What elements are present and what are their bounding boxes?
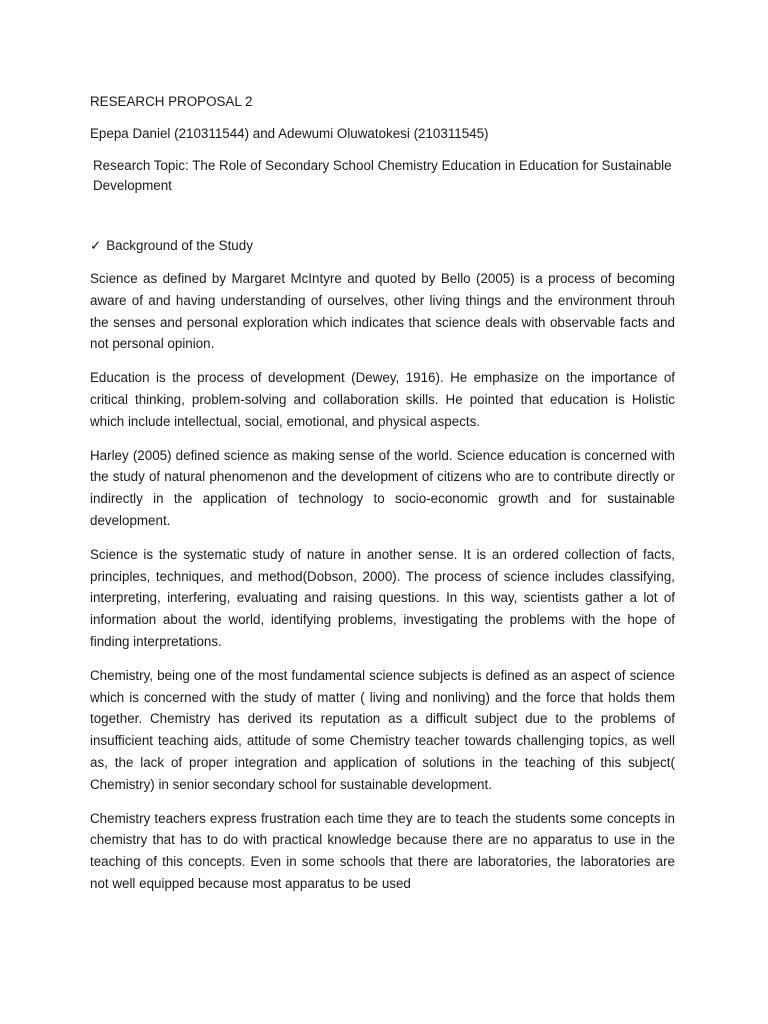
section-heading-text: Background of the Study: [106, 238, 253, 253]
paragraph: Chemistry teachers express frustration each time they are to teach the students some concepts in chemistry that has to do with practical knowledge because there are no apparatus to use in the teaching of this concepts. Even in some schools that there are laboratories, the laboratories are not well equipped because most apparatus to be used: [90, 810, 675, 891]
research-topic: Research Topic: The Role of Secondary School Chemistry Education in Education for Sustainable Development: [93, 158, 672, 193]
paragraph: Science is the systematic study of nature in another sense. It is an ordered collection of facts, principles, techniques, and method(Dobson, 2000). The process of science includes classifying, interpreting, interfering, evaluating and raising questions. In this way, scientists gather a lot of information about the world, identifying problems, investigating the problems with the hope of finding interpretations.: [90, 546, 675, 649]
checkmark-icon: ✓: [90, 238, 102, 253]
paragraph: Harley (2005) defined science as making sense of the world. Science education is concerned with the study of natural phenomenon and the development of citizens who are to contribute directly or indirectly in the application of technology to socio-economic growth and for sustainable development.: [90, 447, 675, 528]
document-authors: Epepa Daniel (210311544) and Adewumi Oluwatokesi (210311545): [90, 126, 489, 141]
paragraph: Chemistry, being one of the most fundamental science subjects is defined as an aspect of science which is concerned with the study of matter ( living and nonliving) and the force that holds them together. Chemistry has derived its reputation as a difficult subject due to the problems of insufficient teaching aids, attitude of some Chemistry teacher towards challenging topics, as well as, the lack of proper integration and application of solutions in the teaching of this subject( Chemistry) in senior secondary school for sustainable development.: [90, 667, 675, 792]
document-page: [90, 92, 675, 907]
paragraph: Education is the process of development (Dewey, 1916). He emphasize on the importance of critical thinking, problem-solving and collaboration skills. He pointed that education is Holistic which include intellectual, social, emotional, and physical aspects.: [90, 370, 675, 429]
section-heading: [90, 236, 675, 256]
document-title: RESEARCH PROPOSAL 2: [90, 94, 253, 109]
paragraph: Science as defined by Margaret McIntyre and quoted by Bello (2005) is a process of becoming aware of and having understanding of ourselves, other living things and the environment throuh the senses and personal exploration which indicates that science deals with observable facts and not personal opinion.: [90, 271, 675, 352]
